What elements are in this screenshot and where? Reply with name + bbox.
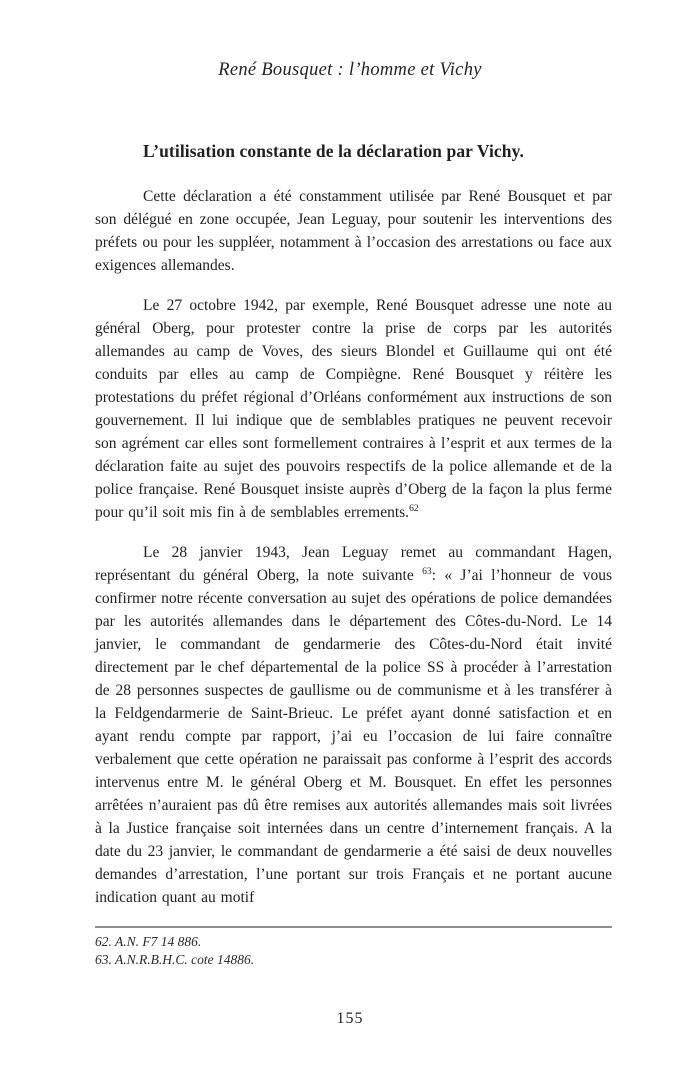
paragraph-2-text: Le 27 octobre 1942, par exemple, René Bousquet adresse une note au général Oberg, pour protester contre la prise de corps par les autorités allemandes au camp de Voves, des sieurs Blondel et Guillaume qui ont été conduits par elles au camp de Compiègne. René Bousquet y réitère les protestations du préfet régional d’Orléans conformément aux instructions de son gouvernement. Il lui indique que de semblables pratiques ne peuvent recevoir son agrément car elles sont formellement contraires à l’esprit et aux termes de la déclaration faite au sujet des pouvoirs respectifs de la police allemande et de la police française. René Bousquet insiste auprès d’Oberg de la façon la plus ferme pour qu’il soit mis fin à de semblables errements. xyxy=(95,297,612,521)
footnote-63: 63. A.N.R.B.H.C. cote 14886. xyxy=(95,951,255,967)
paragraph-2 xyxy=(95,294,612,524)
footnote-ref-63: 63 xyxy=(422,565,432,577)
footnote-separator-rule xyxy=(95,926,612,928)
paragraph-1-text: Cette déclaration a été constamment utilisée par René Bousquet et par son délégué en zone occupée, Jean Leguay, pour soutenir les interventions des préfets ou pour les suppléer, notamment à l’occasion des arrestations ou face aux exigences allemandes. xyxy=(95,188,612,274)
footnote-62: 62. A.N. F7 14 886. xyxy=(95,934,202,949)
paragraph-3-text: Le 28 janvier 1943, Jean Leguay remet au commandant Hagen, représentant du général Oberg, la note suivante xyxy=(95,544,612,584)
footnote-ref-62: 62 xyxy=(409,502,419,514)
paragraph-3-text-continued: : « J’ai l’honneur de vous confirmer notre récente conversation au sujet des opérations de police demandées par les autorités allemandes dans le département des Côtes-du-Nord. Le 14 janvier, le commandant de gendarmerie des Côtes-du-Nord était invité directement par le chef départemental de la police SS à procéder à l’arrestation de 28 personnes suspectes de gaullisme ou de communisme et à les transférer à la Feldgendarmerie de Saint-Brieuc. Le préfet ayant donné satisfaction et en ayant rendu compte par rapport, j’ai eu l’occasion de lui faire connaître verbalement que cette opération ne paraissait pas conforme à l’esprit des accords intervenus entre M. le général Oberg et M. Bousquet. En effet les personnes arrêtées n’auraient pas dû être remises aux autorités allemandes mais soit livrées à la Justice française soit internées dans un centre d’internement français. A la date du 23 janvier, le commandant de gendarmerie a été saisi de deux nouvelles demandes d’arrestation, l’une portant sur trois Français et ne portant aucune indication quant au motif xyxy=(95,567,613,906)
footnote-block xyxy=(95,926,612,968)
section-heading: L’utilisation constante de la déclaration par Vichy. xyxy=(143,141,524,161)
paragraph-1 xyxy=(95,185,612,277)
page-number: 155 xyxy=(336,1010,364,1027)
paragraph-3 xyxy=(95,541,612,909)
running-header: René Bousquet : l’homme et Vichy xyxy=(218,60,482,80)
text-block xyxy=(95,141,612,968)
